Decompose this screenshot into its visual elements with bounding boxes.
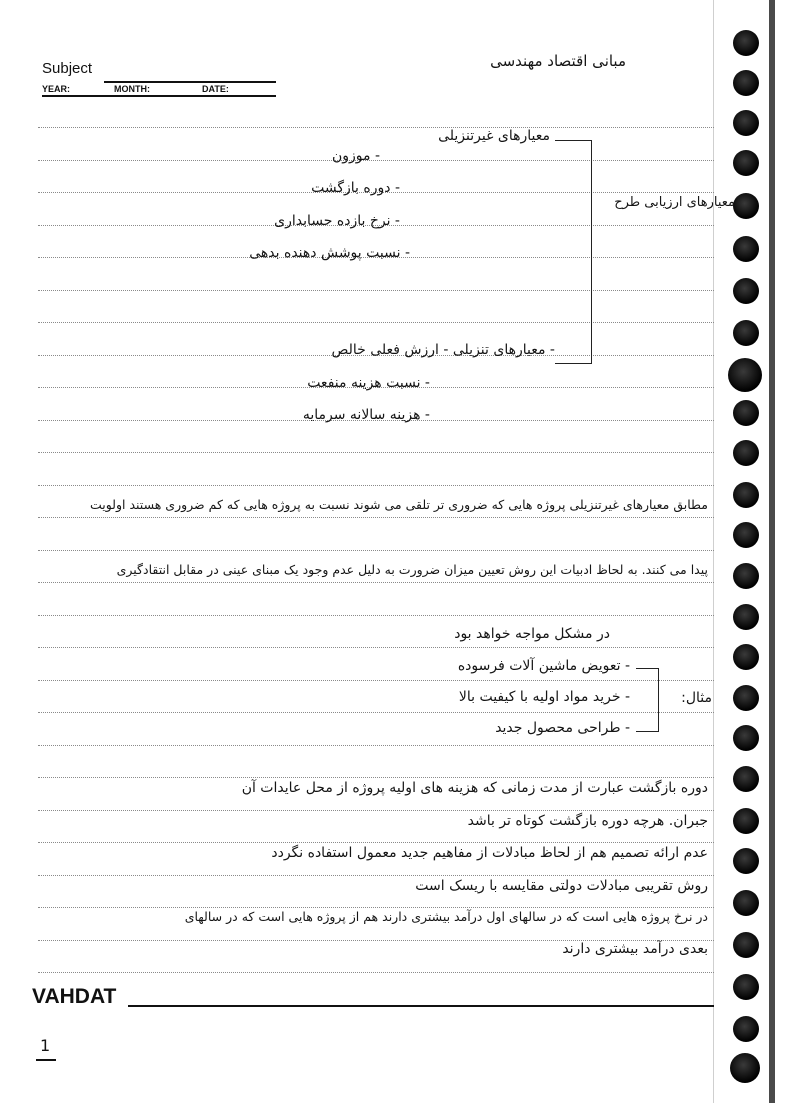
ruled-line — [38, 680, 714, 681]
ruled-line — [38, 777, 714, 778]
brand-logo: VAHDAT — [32, 985, 117, 1008]
binder-hole — [728, 358, 762, 392]
page-number-underline — [36, 1059, 56, 1061]
non-discounted-heading: معیارهای غیرتنزیلی — [438, 128, 550, 144]
ruled-line — [38, 290, 714, 291]
ruled-line — [38, 745, 714, 746]
binder-hole — [733, 766, 759, 792]
binder-hole — [733, 522, 759, 548]
ruled-line — [38, 810, 714, 811]
problems-heading: در مشکل مواجه خواهد بود — [454, 626, 610, 642]
criteria-item: - هزینه سالانه سرمایه — [302, 407, 430, 423]
example-bracket — [636, 668, 659, 732]
example-item: - تعویض ماشین آلات فرسوده — [457, 658, 630, 674]
payback-line: جبران. هرچه دوره بازگشت کوتاه تر باشد — [467, 813, 708, 829]
subject-rule — [104, 81, 276, 83]
binder-hole — [733, 808, 759, 834]
ruled-line — [38, 485, 714, 486]
example-item: - خرید مواد اولیه با کیفیت بالا — [458, 689, 630, 705]
binder-hole — [733, 848, 759, 874]
discounted-heading: - معیارهای تنزیلی - ارزش فعلی خالص — [331, 342, 555, 358]
binder-hole — [733, 563, 759, 589]
payback-line: روش تقریبی مبادلات دولتی مقایسه با ریسک است — [415, 878, 708, 894]
date-label: DATE: — [202, 84, 229, 94]
year-label: YEAR: — [42, 84, 71, 94]
ruled-line — [38, 322, 714, 323]
subject-label: Subject — [42, 60, 93, 77]
binder-hole — [733, 974, 759, 1000]
paragraph-line: پیدا می کنند. به لحاظ ادبیات این روش تعیین میزان ضرورت به دلیل عدم وجود یک مبنای عینی در مقابل انتقادگیری — [116, 562, 708, 577]
classification-label: معیارهای ارزیابی طرح — [614, 195, 735, 210]
binder-hole — [733, 278, 759, 304]
ruled-line — [38, 615, 714, 616]
criteria-bracket — [555, 140, 592, 364]
binder-hole — [733, 685, 759, 711]
binder-hole — [733, 70, 759, 96]
binder-hole — [733, 400, 759, 426]
binder-hole — [733, 110, 759, 136]
ruled-line — [38, 907, 714, 908]
ruled-line — [38, 712, 714, 713]
binder-hole — [730, 1053, 760, 1083]
payback-line: عدم ارائه تصمیم هم از لحاظ مبادلات از مفاهیم جدید معمول استفاده نگردد — [271, 845, 708, 861]
binder-hole — [733, 644, 759, 670]
criteria-item: - نرخ بازده حسابداری — [274, 213, 400, 229]
binder-hole — [733, 30, 759, 56]
payback-line: در نرخ پروژه هایی است که در سالهای اول درآمد بیشتری دارند هم از پروژه هایی است که در سالهای — [184, 909, 708, 924]
criteria-item: - دوره بازگشت — [311, 180, 400, 196]
ruled-line — [38, 582, 714, 583]
example-item: - طراحی محصول جدید — [495, 720, 630, 736]
page-title: مبانی اقتصاد مهندسی — [490, 52, 626, 70]
ruled-line — [38, 875, 714, 876]
ruled-line — [38, 647, 714, 648]
payback-line: بعدی درآمد بیشتری دارند — [562, 941, 708, 957]
payback-line: دوره بازگشت عبارت از مدت زمانی که هزینه های اولیه پروژه از محل عایدات آن — [241, 780, 708, 796]
binder-hole — [733, 932, 759, 958]
criteria-item: - موزون — [331, 148, 380, 164]
ruled-line — [38, 452, 714, 453]
ruled-line — [38, 842, 714, 843]
criteria-item: - نسبت هزینه منفعت — [307, 375, 430, 391]
page-number: 1 — [40, 1036, 51, 1055]
header-fields-rule — [42, 95, 276, 97]
binder-hole — [733, 440, 759, 466]
binder-hole — [733, 150, 759, 176]
ruled-line — [38, 972, 714, 973]
example-label: مثال: — [681, 690, 712, 706]
binder-hole — [733, 236, 759, 262]
right-margin-line — [713, 0, 714, 1103]
ruled-line — [38, 517, 714, 518]
footer-rule — [128, 1005, 714, 1007]
binder-hole — [733, 604, 759, 630]
month-label: MONTH: — [114, 84, 150, 94]
binder-hole — [733, 890, 759, 916]
ruled-line — [38, 550, 714, 551]
page-edge — [769, 0, 775, 1103]
binder-hole — [733, 320, 759, 346]
binder-hole — [733, 193, 759, 219]
binder-hole — [733, 725, 759, 751]
criteria-item: - نسبت پوشش دهنده بدهی — [249, 245, 410, 261]
paragraph-line: مطابق معیارهای غیرتنزیلی پروژه هایی که ضروری تر تلقی می شوند نسبت به پروژه هایی که کم ضروری هستند اولویت — [89, 497, 708, 512]
binder-hole — [733, 482, 759, 508]
binder-hole — [733, 1016, 759, 1042]
